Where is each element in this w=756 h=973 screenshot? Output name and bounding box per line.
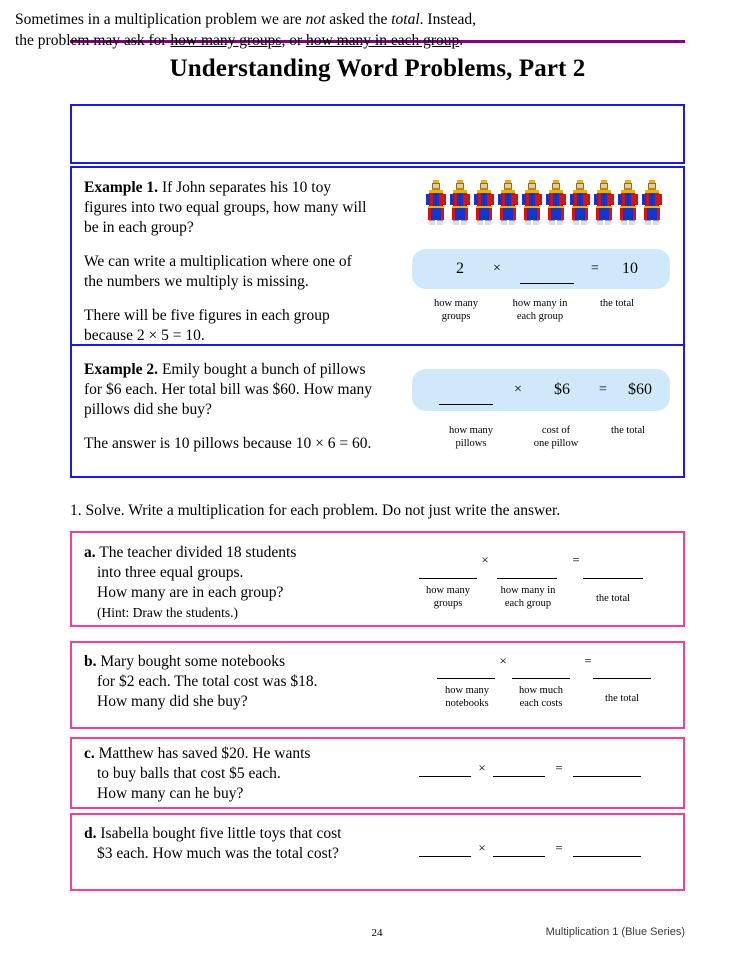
example-1-paragraph-1: Example 1. If John separates his 10 toy figures into two equal groups, how many will be in each group? [84,179,367,236]
example-1-factor-2-blank[interactable] [512,249,582,289]
intro-line-2: the problem may ask for how many groups, or how many in each group. [15,32,464,49]
example-1-factor-1: 2 [456,260,464,277]
exercise-a-caption-3: the total [595,593,631,604]
page-title: Understanding Word Problems, Part 2 [169,55,586,82]
example-1-equals-operator: = [591,261,599,276]
blank-line[interactable] [439,388,493,405]
exercise-label-c: c. [84,745,95,762]
toy-soldier-figure-icon [545,180,567,226]
example-2-caption-2: cost of one pillow [533,425,579,449]
toy-soldier-figure-icon [497,180,519,226]
exercise-d-answer-row [419,840,641,857]
example-1-caption-1: how many groups [433,298,479,322]
exercise-d-blank-2[interactable] [493,842,545,857]
intro-italic-total: total [391,11,420,28]
exercise-b-caption-2: how much each costs [518,685,564,709]
intro-italic-not: not [305,11,326,28]
exercise-a-blank-1[interactable] [419,578,477,579]
example-2-multiply-operator: × [514,382,522,397]
exercise-c-equals-operator: = [555,760,563,775]
exercise-c-answer-row [419,760,641,777]
exercise-a-blank-2[interactable] [497,578,557,579]
example-1-paragraph-3: There will be five figures in each group because 2 × 5 = 10. [84,307,330,344]
intro-underline-how-many-in-each-group: how many in each group [306,32,460,49]
exercise-a-equals-operator: = [572,552,580,567]
exercise-c-blank-3[interactable] [573,762,641,777]
example-2-text [84,360,374,454]
exercise-d-blank-1[interactable] [419,842,471,857]
example-2-equals-operator: = [599,382,607,397]
exercise-a-multiply-operator: × [481,552,489,567]
example-2-caption-1: how many pillows [448,425,494,449]
exercise-d-equals-operator: = [555,840,563,855]
exercise-b-blank-3[interactable] [593,678,651,679]
example-1-equation-box [412,249,670,289]
exercise-label-d: d. [84,825,97,842]
exercise-b-equals-operator: = [584,653,592,668]
example-2-paragraph-2: The answer is 10 pillows because 10 × 6 = 60. [84,435,372,452]
toy-soldier-figure-icon [617,180,639,226]
toy-figures-row [425,180,665,228]
exercise-b-caption-3: the total [604,693,640,704]
exercise-label-a: a. [84,544,96,561]
example-2-caption-3: the total [610,425,646,436]
exercise-b-multiply-operator: × [499,653,507,668]
exercise-a-caption-2: how many in each group [500,585,556,609]
example-2-equation-box [412,369,670,411]
example-1-paragraph-2: We can write a multiplication where one of the numbers we multiply is missing. [84,253,352,290]
exercise-hint-a: (Hint: Draw the students.) [97,605,238,620]
exercise-d-blank-3[interactable] [573,842,641,857]
toy-soldier-figure-icon [521,180,543,226]
footer-source-title: Multiplication 1 (Blue Series) [545,926,685,938]
example-2-paragraph-1: Example 2. Emily bought a bunch of pillows for $6 each. Her total bill was $60. How many pillows did she buy? [84,361,372,418]
toy-soldier-figure-icon [569,180,591,226]
exercise-a-caption-1: how many groups [425,585,471,609]
exercise-question-c: c. Matthew has saved $20. He wants to buy balls that cost $5 each. How many can he buy? [84,745,311,802]
intro-underline-how-many-groups: how many groups [170,32,282,49]
example-1-caption-3: the total [599,298,635,309]
toy-soldier-figure-icon [473,180,495,226]
example-2-factor-1-blank[interactable] [428,369,504,411]
exercise-b-caption-1: how many notebooks [444,685,490,709]
blank-line[interactable] [520,267,574,284]
footer-page-number: 24 [371,927,383,939]
intro-text [15,9,600,51]
example-1-label: Example 1. [84,179,159,196]
instruction-text: 1. Solve. Write a multiplication for each problem. Do not just write the answer. [70,502,561,519]
exercise-c-multiply-operator: × [478,760,486,775]
exercise-label-b: b. [84,653,97,670]
example-1-multiply-operator: × [493,261,501,276]
example-1-caption-2: how many in each group [512,298,568,322]
exercise-question-b: b. Mary bought some notebooks for $2 each. The total cost was $18. How many did she buy? [84,653,318,710]
intro-line-1: Sometimes in a multiplication problem we are not asked the total. Instead, [15,11,477,28]
example-2-product: $60 [628,381,652,398]
example-2-factor-2: $6 [554,381,570,398]
exercise-question-a: a. The teacher divided 18 students into three equal groups. How many are in each group? (Hint: Draw the students.) [84,544,297,620]
exercise-question-d: d. Isabella bought five little toys that cost $3 each. How much was the total cost? [84,825,342,862]
toy-soldier-figure-icon [449,180,471,226]
example-1-text [84,178,369,346]
exercise-c-blank-2[interactable] [493,762,545,777]
exercise-c-blank-1[interactable] [419,762,471,777]
example-1-product: 10 [622,260,638,277]
example-2-label: Example 2. [84,361,159,378]
exercise-b-blank-2[interactable] [512,678,570,679]
exercise-d-multiply-operator: × [478,840,486,855]
toy-soldier-figure-icon [425,180,447,226]
exercise-b-blank-1[interactable] [437,678,495,679]
toy-soldier-figure-icon [593,180,615,226]
toy-soldier-figure-icon [641,180,663,226]
intro-box [70,104,685,164]
exercise-a-blank-3[interactable] [583,578,643,579]
